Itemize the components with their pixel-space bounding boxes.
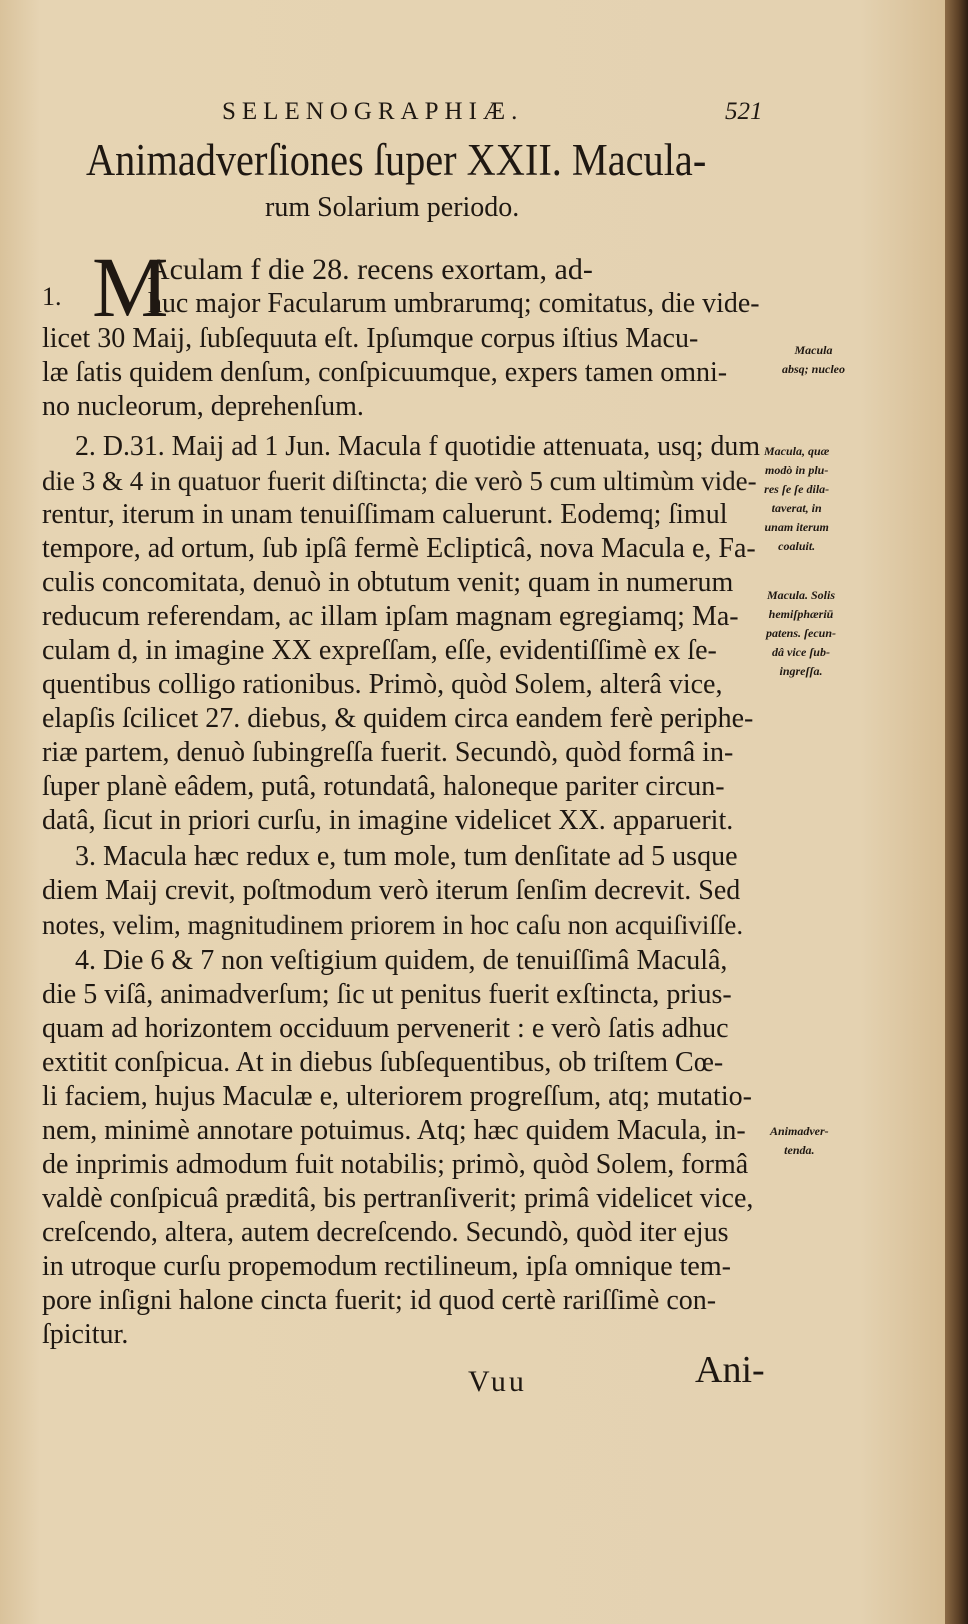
section-subtitle: rum Solarium periodo. bbox=[265, 192, 520, 223]
text-line: reducum referendam, ac illam ipſam magnam egregiamq; Ma- bbox=[42, 601, 739, 632]
text-line: culis concomitata, denuò in obtutum venit; quam in numerum bbox=[42, 567, 734, 598]
text-line: valdè conſpicuâ præditâ, bis pertranſiverit; primâ videlicet vice, bbox=[42, 1183, 754, 1214]
text-line: rentur, iterum in unam tenuiſſimam caluerunt. Eodemq; ſimul bbox=[42, 499, 728, 530]
page-edge bbox=[945, 0, 968, 1624]
text-line: huc major Facularum umbrarumq; comitatus, die vide- bbox=[148, 288, 760, 319]
text-line: licet 30 Maij, ſubſequuta eſt. Ipſumque corpus iſtius Macu- bbox=[42, 323, 699, 354]
text-line: li faciem, hujus Maculæ e, ulteriorem progreſſum, atq; mutatio- bbox=[42, 1081, 752, 1112]
text-line: creſcendo, altera, autem decreſcendo. Secundò, quòd iter ejus bbox=[42, 1217, 729, 1248]
text-line: 3. Macula hæc redux e, tum mole, tum denſitate ad 5 usque bbox=[75, 841, 738, 872]
text-line: datâ, ſicut in priori curſu, in imagine videlicet XX. apparuerit. bbox=[42, 805, 734, 836]
text-line: Aculam f die 28. recens exortam, ad- bbox=[148, 253, 593, 286]
text-line: quam ad horizontem occiduum pervenerit : e verò ſatis adhuc bbox=[42, 1013, 729, 1044]
paragraph-number: 1. bbox=[42, 282, 62, 311]
text-line: diem Maij crevit, poſtmodum verò iterum ſenſim decrevit. Sed bbox=[42, 875, 741, 906]
text-line: læ ſatis quidem denſum, conſpicuumque, expers tamen omni- bbox=[42, 357, 728, 388]
page-number: 521 bbox=[725, 98, 763, 125]
text-line: de inprimis admodum fuit notabilis; primò, quòd Solem, formâ bbox=[42, 1149, 749, 1180]
text-line: die 5 viſâ, animadverſum; ſic ut penitus fuerit exſtincta, prius- bbox=[42, 979, 732, 1010]
text-line: tempore, ad ortum, ſub ipſâ fermè Eclipticâ, nova Macula e, Fa- bbox=[42, 533, 756, 564]
text-line: die 3 & 4 in quatuor fuerit diſtincta; die verò 5 cum ultimùm vide- bbox=[42, 466, 757, 496]
drop-cap: M bbox=[92, 239, 169, 335]
text-line: ſuper planè eâdem, putâ, rotundatâ, haloneque pariter circun- bbox=[42, 771, 725, 802]
running-head: SELENOGRAPHIÆ. bbox=[222, 98, 524, 125]
text-line: culam d, in imagine XX expreſſam, eſſe, evidentiſſimè ex ſe- bbox=[42, 635, 717, 666]
text-line: nem, minimè annotare potuimus. Atq; hæc quidem Macula, in- bbox=[42, 1115, 746, 1146]
margin-note: Animadver- tenda. bbox=[770, 1124, 829, 1157]
text-line: extitit conſpicua. At in diebus ſubſequentibus, ob triſtem Cœ- bbox=[42, 1047, 724, 1078]
margin-note: Macula, quæ modò in plu- res ſe ſe dila- taverat, in unam iterum coaluit. bbox=[764, 444, 830, 553]
text-line: riæ partem, denuò ſubingreſſa fuerit. Secundò, quòd formâ in- bbox=[42, 737, 734, 768]
text-line: quentibus colligo rationibus. Primò, quòd Solem, alterâ vice, bbox=[42, 669, 723, 700]
text-line: 2. D.31. Maij ad 1 Jun. Macula f quotidie attenuata, usq; dum bbox=[75, 431, 760, 462]
margin-note: Macula. Solis hemiſphæriū patens. ſecun- dâ vice ſub- ingreſſa. bbox=[766, 588, 836, 678]
signature-mark: Vuu bbox=[468, 1365, 527, 1398]
catchword: Ani- bbox=[695, 1349, 765, 1391]
text-line: in utroque curſu propemodum rectilineum, ipſa omnique tem- bbox=[42, 1251, 731, 1282]
text-line: pore inſigni halone cincta fuerit; id quod certè rariſſimè con- bbox=[42, 1285, 717, 1316]
section-title: Animadverſiones ſuper XXII. Macula- bbox=[86, 135, 707, 185]
text-line: elapſis ſcilicet 27. diebus, & quidem circa eandem ferè periphe- bbox=[42, 703, 754, 734]
margin-note: Macula absq; nucleo bbox=[782, 343, 845, 376]
text-line: 4. Die 6 & 7 non veſtigium quidem, de tenuiſſimâ Maculâ, bbox=[75, 945, 728, 976]
text-line: ſpicitur. bbox=[42, 1319, 129, 1350]
text-line: no nucleorum, deprehenſum. bbox=[42, 391, 364, 422]
text-line: notes, velim, magnitudinem priorem in hoc caſu non acquiſiviſſe. bbox=[42, 910, 744, 940]
